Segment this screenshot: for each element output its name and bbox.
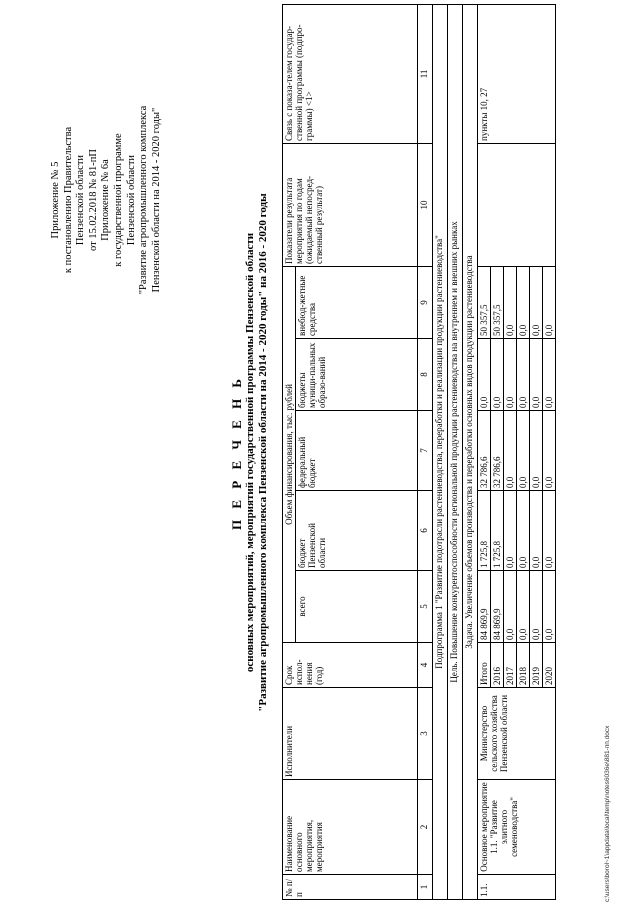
row-extra: 50 357,5: [491, 266, 504, 338]
column-number: 3: [418, 688, 433, 780]
row-regional: 1 725,8: [491, 491, 504, 571]
row-extra: 0,0: [517, 266, 530, 338]
item-name: Основное мероприятие 1.1. "Развитие элитного семеноводства": [478, 780, 556, 875]
title-main: П Е Р Е Ч Е Н Ь: [229, 374, 244, 531]
row-municipal: 0,0: [478, 339, 491, 411]
column-number: 9: [418, 266, 433, 338]
row-extra: 50 357,5: [478, 266, 491, 338]
header-cell: Связь с показа-телем государ-ственной программы (подпро-граммы) <1>: [283, 4, 418, 143]
row-year: 2017: [504, 643, 517, 688]
header-cell: Исполнители: [283, 688, 418, 780]
row-regional: 1 725,8: [478, 491, 491, 571]
approval-line: от 15.02.2018 № 81-пП: [87, 148, 99, 252]
row-federal: 0,0: [504, 411, 517, 491]
row-year: 2020: [543, 643, 556, 688]
column-number: 11: [418, 4, 433, 143]
column-number: 8: [418, 339, 433, 411]
row-regional: 0,0: [543, 491, 556, 571]
header-cell: всего: [296, 571, 418, 643]
row-municipal: 0,0: [517, 339, 530, 411]
goal-row: [448, 4, 463, 899]
row-municipal: 0,0: [530, 339, 543, 411]
row-year: 2019: [530, 643, 543, 688]
column-number: 2: [418, 780, 433, 875]
item-link: пункты 10, 27: [478, 4, 556, 143]
column-numbers-row: [418, 4, 433, 899]
row-total: 84 869,9: [491, 571, 504, 643]
row-extra: 0,0: [504, 266, 517, 338]
row-regional: 0,0: [504, 491, 517, 571]
funding-header: Объем финансирования, тыс. рублей: [283, 266, 296, 642]
measures-table: [282, 4, 556, 900]
header-cell: Срок испол-нения (год): [283, 643, 418, 688]
subprogram-row: [433, 4, 448, 899]
approval-line: "Развитие агропромышленного комплекса: [138, 105, 150, 295]
approval-line: Приложение № 6а: [100, 159, 112, 241]
row-federal: 32 786,6: [491, 411, 504, 491]
row-municipal: 0,0: [491, 339, 504, 411]
column-number: 4: [418, 643, 433, 688]
row-regional: 0,0: [530, 491, 543, 571]
goal-cell: Цель. Повышение конкурентоспособности региональной продукции растениеводства на внутреннем и внешних рынках: [448, 4, 463, 899]
row-municipal: 0,0: [504, 339, 517, 411]
header-cell: Наименование основного мероприятия, мероприятия: [283, 780, 418, 875]
item-number: 1.1.: [478, 875, 556, 900]
approval-line: Пензенской области на 2014 - 2020 годы": [150, 107, 162, 293]
column-number: 7: [418, 411, 433, 491]
column-number: 6: [418, 491, 433, 571]
row-federal: 32 786,6: [478, 411, 491, 491]
row-total: 0,0: [530, 571, 543, 643]
row-federal: 0,0: [543, 411, 556, 491]
header-cell: Показатели результата мероприятия по годам (ожидаемый непосред-ственный результат): [283, 143, 418, 266]
table-row: [478, 4, 491, 899]
document-title: [229, 40, 270, 865]
header-cell: бюджет Пензенской области: [296, 491, 418, 571]
header-row: [283, 4, 296, 899]
row-total: 84 869,9: [478, 571, 491, 643]
column-number: 1: [418, 875, 433, 900]
title-line-1: основных мероприятий, мероприятий государственной программы Пензенской области: [244, 232, 256, 673]
approval-line: к постановлению Правительства: [62, 126, 74, 274]
approval-line: к государственной программе: [112, 133, 124, 267]
subprogram-cell: Подпрограмма 1 "Развитие подотрасли растениеводства, переработки и реализации продукции растениеводства": [433, 4, 448, 899]
header-cell: внебюд-жетные средства: [296, 266, 418, 338]
header-cell: бюджеты муници-пальных образо-ваний: [296, 339, 418, 411]
row-federal: 0,0: [530, 411, 543, 491]
file-path-footer: c:\users\borol~1\appdata\local\temp\notes6036e\881-пп.docx: [604, 725, 611, 902]
approval-line: Приложение № 5: [50, 161, 61, 239]
row-federal: 0,0: [517, 411, 530, 491]
row-year: Итого: [478, 643, 491, 688]
approval-block: [50, 50, 163, 350]
approval-line: Пензенской области: [75, 154, 87, 246]
header-cell: № п/п: [283, 875, 418, 900]
row-total: 0,0: [517, 571, 530, 643]
title-line-2: "Развитие агропромышленного комплекса Пензенской области на 2014 - 2020 годы" на 2016 - 2020 годы: [257, 193, 269, 712]
row-regional: 0,0: [517, 491, 530, 571]
row-extra: 0,0: [543, 266, 556, 338]
row-total: 0,0: [504, 571, 517, 643]
item-result: [478, 143, 556, 266]
item-executor: Министерство сельского хозяйства Пензенской области: [478, 688, 556, 780]
column-number: 5: [418, 571, 433, 643]
row-year: 2016: [491, 643, 504, 688]
column-number: 10: [418, 143, 433, 266]
task-row: [463, 4, 478, 899]
row-year: 2018: [517, 643, 530, 688]
header-cell: федеральный бюджет: [296, 411, 418, 491]
row-municipal: 0,0: [543, 339, 556, 411]
row-extra: 0,0: [530, 266, 543, 338]
approval-line: Пензенской области: [125, 154, 137, 246]
row-total: 0,0: [543, 571, 556, 643]
task-cell: Задача. Увеличение объемов производства и переработки основных видов продукции растениеводства: [463, 4, 478, 899]
